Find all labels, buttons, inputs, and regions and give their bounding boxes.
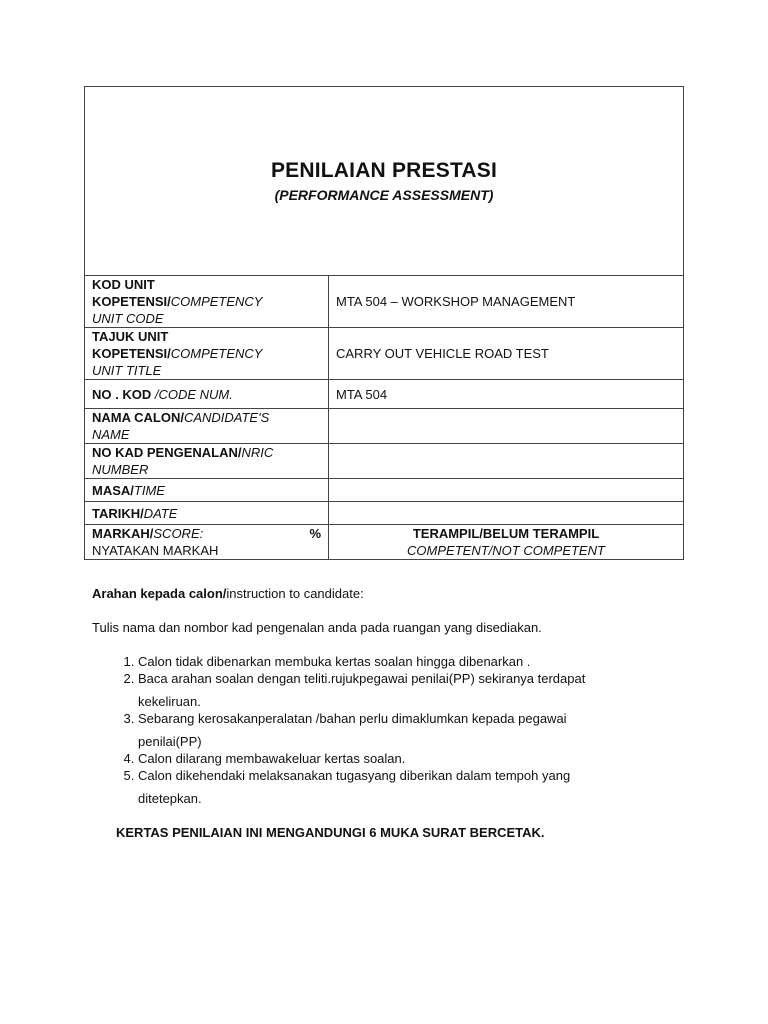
list-item [138,750,652,767]
row-unit-title [85,328,683,380]
candidate-info-table [85,276,683,559]
competency-result-bold: TERAMPIL/BELUM TERAMPIL [412,526,600,541]
unit-code-label [85,276,329,328]
unit-title-label-italic-2: UNIT TITLE [92,363,162,378]
unit-title-label-bold: KOPETENSI/ [92,346,171,361]
list-item-continuation: ditetepkan. [138,791,202,806]
code-num-label [85,380,329,409]
instructions-heading [92,586,652,601]
nric-label-italic-2: NUMBER [92,462,149,477]
list-item-text: Baca arahan soalan dengan teliti.rujukpegawai penilai(PP) sekiranya terdapat [138,671,586,686]
score-label-line2: NYATAKAN MARKAH [92,543,219,558]
candidate-name-label [85,409,329,444]
unit-code-label-line1: KOD UNIT [92,277,155,292]
date-label [85,502,329,525]
page-count-note: KERTAS PENILAIAN INI MENGANDUNGI 6 MUKA SURAT BERCETAK. [116,825,545,840]
date-label-bold: TARIKH/ [92,505,144,521]
unit-title-label-line1: TAJUK UNIT [92,329,169,344]
row-code-num [85,380,683,409]
code-num-label-bold: NO . KOD [92,386,155,402]
list-item-text: Sebarang kerosakanperalatan /bahan perlu dimaklumkan kepada pegawai [138,711,567,726]
page-title: PENILAIAN PRESTASI [270,159,498,182]
assessment-cover-frame [84,86,684,560]
unit-code-value: MTA 504 – WORKSHOP MANAGEMENT [336,294,576,309]
row-time [85,479,683,502]
code-num-label-italic: /CODE NUM. [154,386,233,402]
list-item-text: Calon dilarang membawakeluar kertas soalan. [138,751,406,766]
list-item-continuation: penilai(PP) [138,734,202,749]
candidate-name-label-italic-2: NAME [92,427,130,442]
time-label-italic: TIME [133,482,165,498]
list-item [138,767,652,807]
unit-code-label-italic: COMPETENCY [170,294,263,309]
unit-title-label [85,328,329,380]
unit-title-value: CARRY OUT VEHICLE ROAD TEST [329,328,684,380]
time-label-bold: MASA/ [92,482,134,498]
score-label-bold: MARKAH/ [92,526,154,541]
title-box [85,87,683,276]
instructions-list [92,653,652,807]
score-label[interactable] [85,525,329,560]
row-unit-code [85,276,683,328]
score-label-italic: SCORE: [153,526,204,541]
instructions-heading-bold: Arahan kepada calon/ [92,586,227,601]
date-label-italic: DATE [143,505,178,521]
unit-code-label-bold: KOPETENSI/ [92,294,171,309]
list-item [138,670,652,710]
row-candidate-name [85,409,683,444]
time-field[interactable] [329,479,684,502]
nric-label-italic: NRIC [241,445,274,460]
unit-code-label-italic-2: UNIT CODE [92,311,164,326]
list-item-text: Calon tidak dibenarkan membuka kertas soalan hingga dibenarkan . [138,654,531,669]
instructions-intro: Tulis nama dan nombor kad pengenalan anda pada ruangan yang disediakan. [92,620,542,635]
time-label [85,479,329,502]
competency-result-italic: COMPETENT/NOT COMPETENT [407,543,605,558]
row-nric [85,444,683,479]
date-field[interactable] [329,502,684,525]
unit-title-label-italic: COMPETENCY [170,346,263,361]
score-percent-sign: % [309,526,321,541]
row-date [85,502,683,525]
list-item [138,710,652,750]
nric-label [85,444,329,479]
page-subtitle: (PERFORMANCE ASSESSMENT) [274,187,494,203]
candidate-name-label-bold: NAMA CALON/ [92,410,184,425]
list-item-text: Calon dikehendaki melaksanakan tugasyang diberikan dalam tempoh yang [138,768,571,783]
code-num-value: MTA 504 [329,380,684,409]
candidate-name-label-italic: CANDIDATE'S [183,410,270,425]
instructions-section [92,586,652,840]
instructions-heading-rest: instruction to candidate: [226,586,364,601]
list-item [138,653,652,670]
competency-result[interactable] [329,525,684,560]
candidate-name-field[interactable] [329,409,684,444]
list-item-continuation: kekeliruan. [138,694,201,709]
nric-field[interactable] [329,444,684,479]
row-score [85,525,683,560]
nric-label-bold: NO KAD PENGENALAN/ [92,445,242,460]
